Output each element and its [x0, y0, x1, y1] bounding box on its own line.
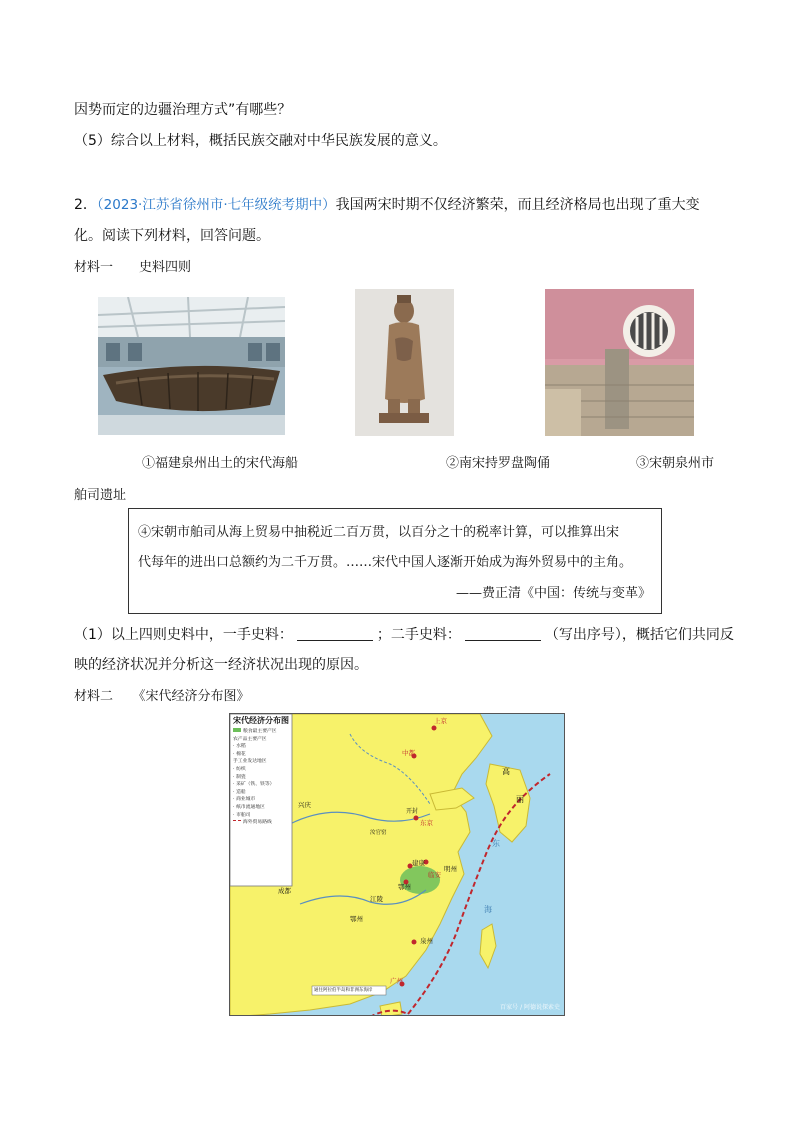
map-legend: 粮食最主要产区 农产品主要产区 · 水稻 · 棉花 手工业发达地区 · 纺织 · 制瓷 · 采矿（铁、铁等） · 造船 · 商业城市 · 纸币流通地区 · 市舶司 海外贸易路线 [233, 728, 291, 827]
first-hand-blank[interactable] [297, 626, 373, 641]
map-label-jiankang: 建康 [412, 859, 425, 867]
question-number: 2． [74, 197, 97, 213]
grain-zone-swatch [233, 728, 241, 732]
second-hand-blank[interactable] [465, 626, 541, 641]
material-2-heading: 材料二 《宋代经济分布图》 [74, 689, 250, 704]
map-label-chengdu: 成都 [278, 887, 291, 895]
subq1-part-c: （写出序号），概括它们共同反 [544, 627, 734, 643]
legend-item: 采矿（铁、铁等） [236, 782, 275, 788]
subquestion-1 [74, 625, 734, 645]
caption-3: ③宋朝泉州市 [636, 456, 715, 471]
legend-item: 制瓷 [236, 774, 246, 780]
quote-source: ——费正清《中国：传统与变革》 [455, 586, 651, 601]
legend-item: 粮食最主要产区 [243, 729, 277, 734]
caption-2: ②南宋持罗盘陶俑 [446, 456, 551, 471]
map-label-dong: 东 [492, 839, 500, 848]
map-label-xingqing: 兴庆 [298, 801, 311, 809]
subquestion-1-cont: 映的经济状况并分析这一经济状况出现的原因。 [74, 657, 368, 673]
map-title: 宋代经济分布图 [233, 716, 289, 725]
map-label-ezhou: 鄂州 [398, 883, 411, 891]
quote-line-1: ④宋朝市舶司从海上贸易中抽税近二百万贯，以百分之十的税率计算，可以推算出宋 [138, 525, 620, 540]
legend-item: 纺织 [236, 766, 246, 772]
compass-figurine-photo [355, 289, 454, 436]
subq1-part-a: （1）以上四则史料中，一手史料： [74, 627, 293, 643]
subq1-part-b: ；二手史料： [376, 627, 461, 643]
map-label-quanzhou: 泉州 [420, 937, 433, 945]
quote-box [128, 508, 662, 614]
map-label-li: 丽 [516, 795, 524, 804]
question-2-stem [74, 195, 700, 215]
legend-item: 纸币流通地区 [236, 804, 265, 810]
map-label-shangjing: 上京 [434, 717, 447, 725]
question-tail-line: 因势而定的边疆治理方式”有哪些？ [74, 102, 292, 118]
caption-1: ①福建泉州出土的宋代海船 [142, 456, 299, 471]
legend-item: 商业城市 [236, 797, 256, 803]
trade-route-swatch [233, 820, 241, 821]
legend-item: 海外贸易路线 [243, 820, 272, 826]
map-footnote: 通往阿拉伯半岛和非洲东海岸 [314, 988, 373, 993]
song-economy-map [229, 713, 565, 1016]
map-label-ezhou-2: 鄂州 [350, 915, 363, 923]
legend-item: 农产品主要产区 [233, 736, 267, 742]
map-label-mingzhou: 明州 [444, 865, 457, 873]
subquestion-5: （5）综合以上材料，概括民族交融对中华民族发展的意义。 [74, 133, 447, 149]
map-label-kaifeng: 开封 [406, 808, 419, 815]
question-source[interactable]: （2023·江苏省徐州市·七年级统考期中） [96, 197, 336, 213]
material-1-heading: 材料一 史料四则 [74, 260, 192, 275]
map-label-zhongdu: 中都 [402, 749, 415, 757]
legend-item: 市舶司 [236, 812, 251, 818]
legend-item: 棉花 [236, 751, 246, 757]
map-label-jiangling: 江陵 [370, 895, 383, 903]
map-label-ruguanyao: 汝官窑 [370, 830, 387, 836]
map-label-gao: 高 [502, 767, 510, 776]
map-watermark: 百家号 / 阿德说探索史 [500, 1004, 560, 1011]
map-label-linan: 临安 [428, 871, 441, 879]
map-label-hai: 海 [484, 905, 492, 914]
map-label-dongjing: 东京 [420, 819, 433, 827]
shibosi-site-photo [545, 289, 694, 436]
legend-item: 造船 [236, 789, 246, 795]
map-label-guangzhou: 广州 [390, 977, 403, 985]
legend-item: 手工业发达地区 [233, 759, 267, 765]
quote-line-2: 代每年的进出口总额约为二千万贯。……宋代中国人逐渐开始成为海外贸易中的主角。 [138, 555, 633, 570]
caption-3-cont: 舶司遗址 [74, 488, 127, 503]
question-stem: 我国两宋时期不仅经济繁荣，而且经济格局也出现了重大变 [335, 197, 700, 213]
legend-item: 水稻 [236, 744, 246, 750]
song-ship-photo [98, 297, 285, 435]
question-2-stem-cont: 化。阅读下列材料，回答问题。 [74, 228, 270, 244]
